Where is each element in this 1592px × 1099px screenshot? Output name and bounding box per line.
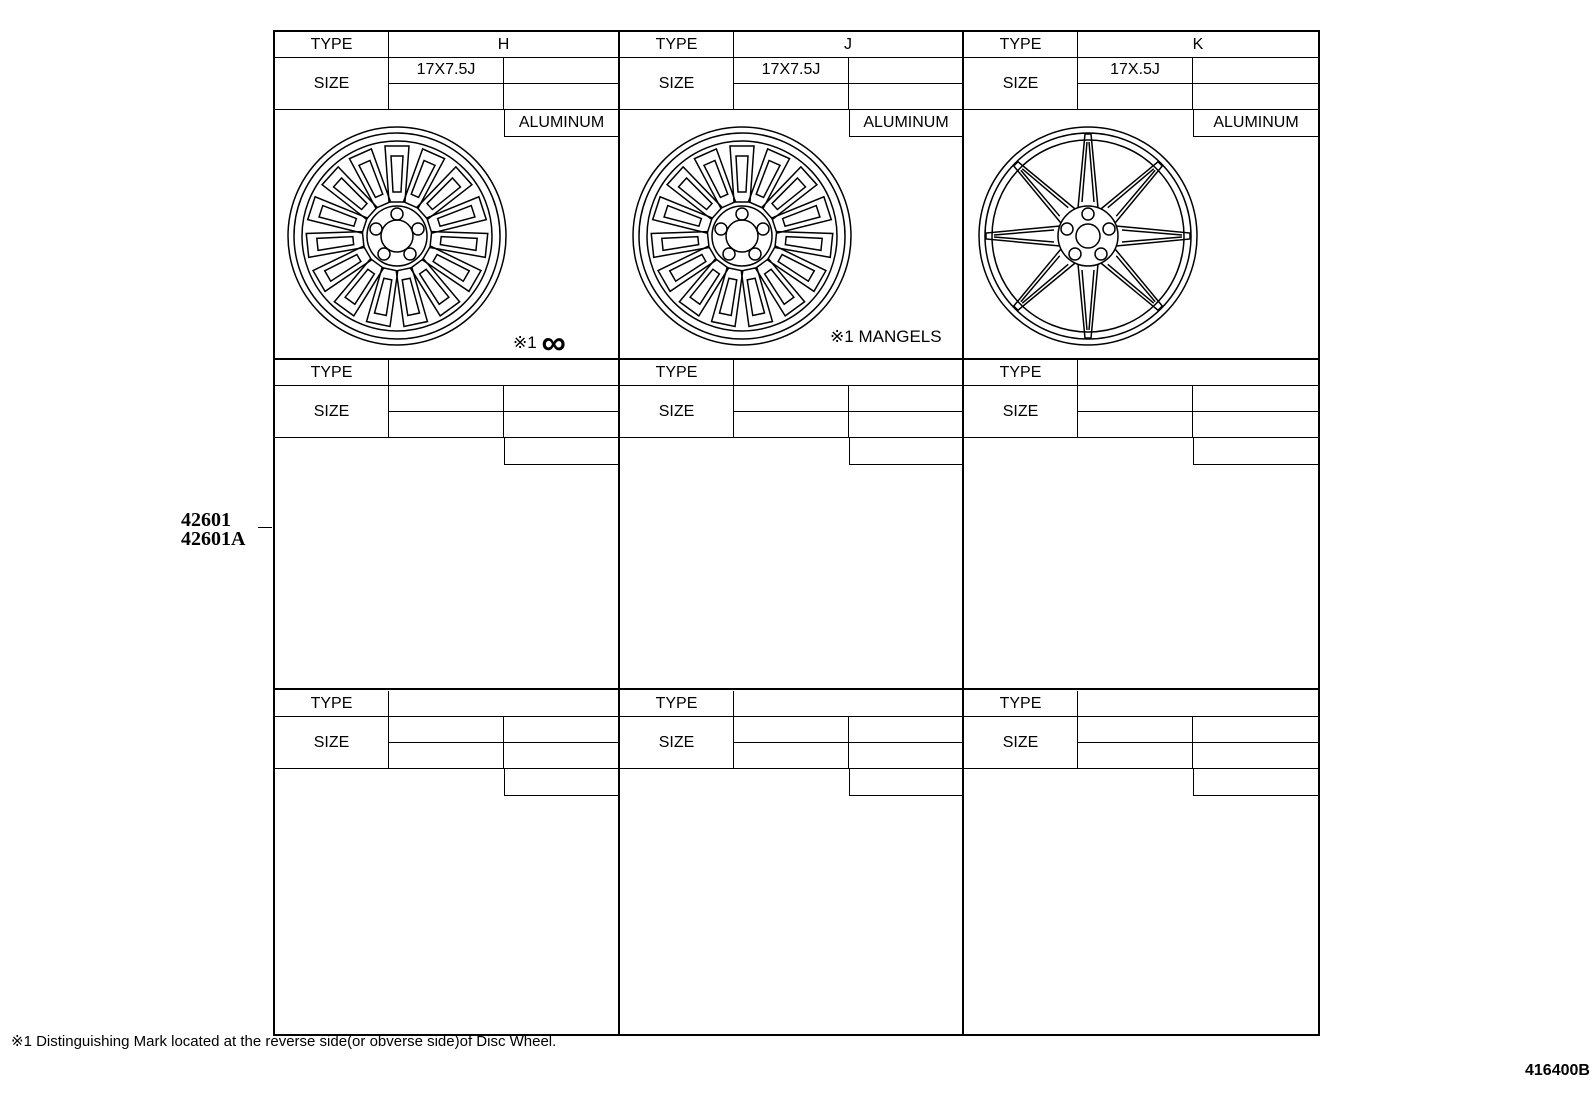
- block-k-1: [964, 32, 1318, 360]
- size-value: 17X7.5J: [389, 58, 504, 84]
- material-label: ALUMINUM: [1193, 110, 1318, 137]
- type-row: [964, 32, 1318, 58]
- figure-id: 416400B: [1525, 1062, 1590, 1079]
- size-cell-lower: [1078, 743, 1193, 769]
- type-row: [964, 360, 1318, 386]
- size-label: SIZE: [620, 386, 734, 437]
- block-separator: [275, 688, 618, 690]
- size-value: 17X.5J: [1078, 58, 1193, 84]
- size-value-empty: [734, 717, 849, 743]
- distinguishing-mark-j: [830, 327, 942, 347]
- block-h-1: [275, 32, 618, 360]
- size-value-empty: [389, 717, 504, 743]
- wheel-h-illustration: [285, 125, 509, 347]
- size-cell-lower: [734, 84, 849, 110]
- size-row: [275, 58, 618, 110]
- type-row: [275, 360, 618, 386]
- size-row: [964, 717, 1318, 769]
- column-j: [620, 32, 964, 1034]
- type-label: TYPE: [964, 360, 1078, 385]
- size-cell-lower: [734, 743, 849, 769]
- size-row: [275, 717, 618, 769]
- size-label: SIZE: [620, 717, 734, 768]
- size-label: SIZE: [964, 386, 1078, 437]
- size-label: SIZE: [275, 717, 389, 768]
- size-value-empty: [734, 386, 849, 412]
- size-cell-right: [849, 717, 962, 743]
- size-cell-right: [504, 717, 618, 743]
- type-label: TYPE: [620, 360, 734, 385]
- size-cell-lower: [1078, 412, 1193, 438]
- size-cell-right: [504, 386, 618, 412]
- size-cell-lower: [1078, 84, 1193, 110]
- block-j-3: [620, 691, 962, 1036]
- part-number-1: 42601: [181, 509, 231, 531]
- mark-prefix: ※1: [513, 333, 537, 352]
- block-separator: [964, 688, 1318, 690]
- material-cell-empty: [504, 769, 618, 796]
- type-row: [275, 32, 618, 58]
- wheel-parts-table: [273, 30, 1320, 1036]
- size-row: [620, 58, 962, 110]
- leader-line: [258, 527, 272, 528]
- size-row: [275, 386, 618, 438]
- size-cell-right: [849, 386, 962, 412]
- type-row: [964, 691, 1318, 717]
- size-cell-right: [504, 58, 618, 84]
- block-j-1: [620, 32, 962, 360]
- mark-prefix: ※1: [830, 327, 854, 346]
- block-separator: [620, 688, 962, 690]
- type-label: TYPE: [275, 32, 389, 57]
- type-row: [620, 32, 962, 58]
- type-value: J: [844, 35, 852, 53]
- size-label: SIZE: [620, 58, 734, 109]
- type-label: TYPE: [620, 32, 734, 57]
- type-value: K: [1192, 35, 1204, 53]
- material-cell-empty: [504, 438, 618, 465]
- block-h-3: [275, 691, 618, 1036]
- type-row: [620, 360, 962, 386]
- size-row: [620, 386, 962, 438]
- size-cell-right: [1193, 717, 1318, 743]
- size-cell-right: [849, 58, 962, 84]
- material-cell-empty: [849, 769, 962, 796]
- size-cell-right: [1193, 58, 1318, 84]
- size-label: SIZE: [964, 58, 1078, 109]
- size-value-empty: [389, 386, 504, 412]
- type-value: H: [497, 35, 510, 53]
- column-k: [964, 32, 1318, 1034]
- size-label: SIZE: [275, 58, 389, 109]
- type-label: TYPE: [275, 360, 389, 385]
- material-cell-empty: [1193, 438, 1318, 465]
- material-cell-empty: [849, 438, 962, 465]
- type-label: TYPE: [620, 691, 734, 716]
- block-k-2: [964, 360, 1318, 690]
- size-value-empty: [1078, 717, 1193, 743]
- wheel-j-illustration: [630, 125, 854, 347]
- type-label: TYPE: [964, 691, 1078, 716]
- block-h-2: [275, 360, 618, 690]
- type-label: TYPE: [964, 32, 1078, 57]
- size-cell-right: [1193, 386, 1318, 412]
- wheel-k-illustration: [976, 125, 1200, 347]
- size-value-empty: [1078, 386, 1193, 412]
- infinity-logo-icon: ∞: [541, 324, 566, 362]
- part-number-2: 42601A: [181, 528, 246, 550]
- size-cell-lower: [734, 412, 849, 438]
- size-row: [620, 717, 962, 769]
- size-cell-lower: [389, 84, 504, 110]
- type-row: [620, 691, 962, 717]
- size-row: [964, 386, 1318, 438]
- size-cell-lower: [389, 743, 504, 769]
- size-label: SIZE: [964, 717, 1078, 768]
- material-label: ALUMINUM: [504, 110, 618, 137]
- size-cell-lower: [389, 412, 504, 438]
- material-cell-empty: [1193, 769, 1318, 796]
- block-k-3: [964, 691, 1318, 1036]
- column-h: [275, 32, 620, 1034]
- mark-text: MANGELS: [858, 327, 942, 346]
- size-row: [964, 58, 1318, 110]
- material-label: ALUMINUM: [849, 110, 962, 137]
- part-number-callout: [181, 511, 245, 549]
- block-j-2: [620, 360, 962, 690]
- footnote: ※1 Distinguishing Mark located at the reverse side(or obverse side)of Disc Wheel.: [11, 1033, 557, 1050]
- size-label: SIZE: [275, 386, 389, 437]
- size-value: 17X7.5J: [734, 58, 849, 84]
- type-row: [275, 691, 618, 717]
- type-label: TYPE: [275, 691, 389, 716]
